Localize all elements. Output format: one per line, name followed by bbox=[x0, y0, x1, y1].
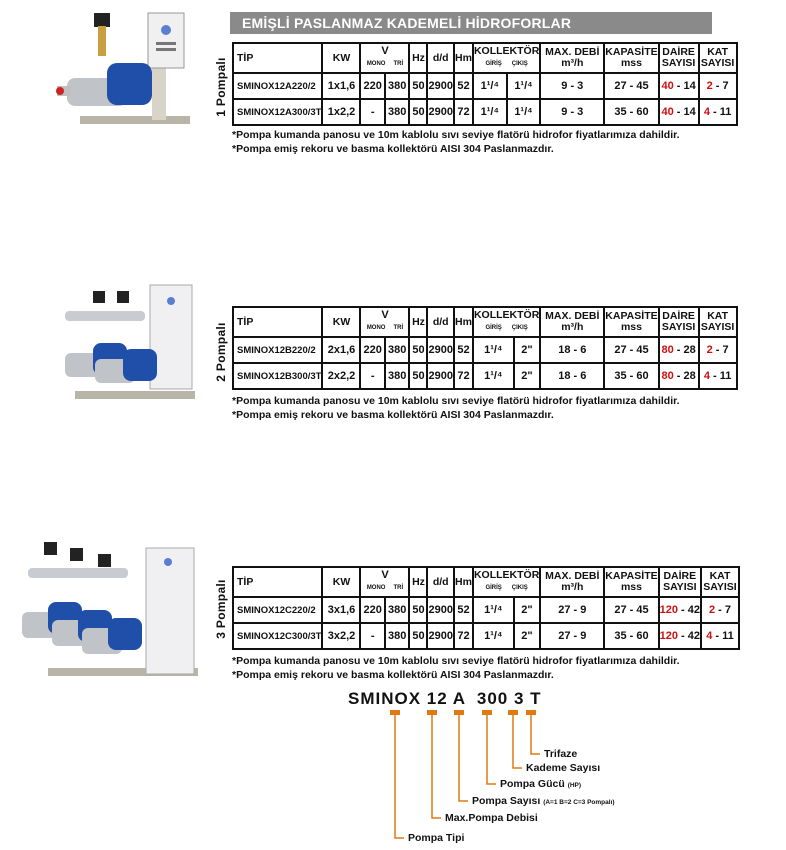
cell-tri: 380 bbox=[385, 99, 410, 125]
section-label-3: 3 Pompalı bbox=[214, 579, 228, 639]
cell-kat-min: 2 bbox=[706, 344, 713, 356]
note-material: *Pompa emiş rekoru ve basma kollektörü AISI 304 Paslanmazdır. bbox=[232, 669, 554, 681]
col-tip-text: TİP bbox=[237, 51, 254, 64]
cell-hm: 72 bbox=[454, 623, 473, 649]
cell-dd: 2900 bbox=[427, 363, 453, 389]
col-debi-unit: m³/h bbox=[561, 321, 584, 333]
cell-kat-max: - 7 bbox=[712, 80, 729, 92]
col-debi-text: MAX. DEBİ bbox=[545, 46, 600, 58]
cell-debi: 9 - 3 bbox=[540, 73, 604, 99]
note-material: *Pompa emiş rekoru ve basma kollektörü AISI 304 Paslanmazdır. bbox=[232, 409, 554, 421]
col-dd-text: d/d bbox=[432, 51, 449, 64]
cell-hz: 50 bbox=[409, 597, 427, 623]
col-mono-text: MONO bbox=[366, 325, 386, 331]
cell-mono: - bbox=[360, 363, 385, 389]
cell-hz: 50 bbox=[409, 337, 427, 363]
col-kollektor-text: KOLLEKTÖR bbox=[473, 569, 540, 581]
col-mono-text: MONO bbox=[366, 585, 386, 591]
col-kapasite-unit: mss bbox=[620, 321, 642, 333]
col-kapasite-unit: mss bbox=[620, 581, 642, 593]
cell-cikis: 2" bbox=[514, 623, 541, 649]
legend-sayisi bbox=[472, 795, 615, 807]
col-daire-text2: SAYISI bbox=[661, 57, 696, 69]
section-label-2: 2 Pompalı bbox=[214, 322, 228, 382]
section-label-1: 1 Pompalı bbox=[214, 57, 228, 117]
legend-guc-label: Pompa Gücü bbox=[500, 778, 565, 790]
col-kollektor-text: KOLLEKTÖR bbox=[473, 309, 540, 321]
cell-hm: 72 bbox=[454, 363, 473, 389]
cell-mono: 220 bbox=[360, 73, 385, 99]
cell-kapasite: 35 - 60 bbox=[604, 99, 658, 125]
cell-mono: 220 bbox=[360, 337, 385, 363]
cell-debi: 18 - 6 bbox=[540, 337, 604, 363]
legend-sayisi-label: Pompa Sayısı bbox=[472, 795, 541, 807]
col-kw-text: KW bbox=[332, 575, 351, 588]
col-tip-text: TİP bbox=[237, 315, 254, 328]
col-kapasite-text: KAPASİTE bbox=[605, 46, 658, 58]
cell-kw: 2x2,2 bbox=[322, 363, 360, 389]
col-dd-text: d/d bbox=[432, 575, 449, 588]
col-kat-text2: SAYISI bbox=[700, 321, 735, 333]
cell-cikis: 2" bbox=[514, 337, 541, 363]
col-kapasite-unit: mss bbox=[620, 57, 642, 69]
cell-cikis: 2" bbox=[514, 363, 541, 389]
cell-kat-max: - 11 bbox=[709, 106, 732, 118]
cell-debi: 27 - 9 bbox=[540, 597, 604, 623]
cell-kat-min: 4 bbox=[703, 106, 710, 118]
cell-tri: 380 bbox=[385, 363, 410, 389]
col-daire-text: DAİRE bbox=[662, 310, 695, 322]
cell-giris: 1¹/⁴ bbox=[473, 99, 507, 125]
legend-sayisi-note: (A=1 B=2 C=3 Pompalı) bbox=[543, 799, 615, 806]
cell-kat-max: - 7 bbox=[712, 344, 729, 356]
cell-tip: SMINOX12B300/3T bbox=[233, 363, 322, 389]
cell-daire-min: 120 bbox=[659, 630, 678, 642]
col-tip-text: TİP bbox=[237, 575, 254, 588]
cell-kw: 3x2,2 bbox=[322, 623, 360, 649]
cell-tri: 380 bbox=[385, 597, 410, 623]
col-hz-text: Hz bbox=[412, 575, 425, 588]
col-debi-text: MAX. DEBİ bbox=[545, 310, 600, 322]
cell-hz: 50 bbox=[409, 363, 427, 389]
note-panel: *Pompa kumanda panosu ve 10m kablolu sıvı seviye flatörü hidrofor fiyatlarımıza dahildir. bbox=[232, 395, 680, 407]
cell-debi: 18 - 6 bbox=[540, 363, 604, 389]
cell-giris: 1¹/⁴ bbox=[473, 73, 507, 99]
col-debi-unit: m³/h bbox=[561, 581, 584, 593]
note-material: *Pompa emiş rekoru ve basma kollektörü AISI 304 Paslanmazdır. bbox=[232, 143, 554, 155]
cell-mono: 220 bbox=[360, 597, 385, 623]
cell-hz: 50 bbox=[409, 99, 427, 125]
col-tri-text: TRİ bbox=[393, 61, 404, 67]
cell-mono: - bbox=[360, 623, 385, 649]
cell-tri: 380 bbox=[385, 623, 410, 649]
cell-hz: 50 bbox=[409, 73, 427, 99]
model-code: SMINOX 12 A 300 3 T bbox=[348, 689, 542, 708]
cell-kapasite: 27 - 45 bbox=[604, 73, 658, 99]
cell-tip: SMINOX12C220/2 bbox=[233, 597, 322, 623]
col-daire-text2: SAYISI bbox=[661, 321, 696, 333]
legend-kademe: Kademe Sayısı bbox=[526, 762, 601, 774]
note-panel: *Pompa kumanda panosu ve 10m kablolu sıvı seviye flatörü hidrofor fiyatlarımıza dahildir. bbox=[232, 655, 680, 667]
cell-daire-min: 120 bbox=[659, 604, 678, 616]
cell-kapasite: 27 - 45 bbox=[604, 337, 658, 363]
col-cikis-text: ÇIKIŞ bbox=[511, 325, 528, 331]
cell-kat-min: 2 bbox=[706, 80, 713, 92]
cell-tip: SMINOX12A220/2 bbox=[233, 73, 322, 99]
cell-mono: - bbox=[360, 99, 385, 125]
cell-tip: SMINOX12A300/3T bbox=[233, 99, 322, 125]
col-debi-unit: m³/h bbox=[561, 57, 584, 69]
col-tri-text: TRİ bbox=[393, 325, 404, 331]
cell-cikis: 1¹/⁴ bbox=[507, 73, 541, 99]
cell-kat-max: - 11 bbox=[709, 370, 732, 382]
cell-debi: 9 - 3 bbox=[540, 99, 604, 125]
cell-daire-max: - 28 bbox=[673, 344, 696, 356]
col-kollektor-text: KOLLEKTÖR bbox=[473, 45, 540, 57]
legend-guc bbox=[500, 778, 581, 790]
col-mono-text: MONO bbox=[366, 61, 386, 67]
cell-giris: 1¹/⁴ bbox=[473, 363, 514, 389]
cell-kat-min: 2 bbox=[708, 604, 716, 616]
col-tri-text: TRİ bbox=[393, 585, 404, 591]
page-title: EMİŞLİ PASLANMAZ KADEMELİ HİDROFORLAR bbox=[230, 12, 712, 34]
cell-kw: 1x2,2 bbox=[322, 99, 360, 125]
cell-hm: 72 bbox=[454, 99, 473, 125]
col-kapasite-text: KAPASİTE bbox=[605, 310, 658, 322]
cell-hz: 50 bbox=[409, 623, 427, 649]
col-daire-text: DAİRE bbox=[663, 570, 697, 582]
cell-daire-max: - 42 bbox=[677, 630, 700, 642]
cell-kat-max: - 11 bbox=[712, 630, 734, 642]
cell-giris: 1¹/⁴ bbox=[473, 597, 514, 623]
legend-tipi: Pompa Tipi bbox=[408, 832, 465, 844]
col-hm-text: Hm bbox=[455, 51, 472, 64]
cell-daire-max: - 42 bbox=[677, 604, 700, 616]
cell-giris: 1¹/⁴ bbox=[473, 623, 514, 649]
col-giris-text: GİRİŞ bbox=[485, 325, 502, 331]
note-panel: *Pompa kumanda panosu ve 10m kablolu sıvı seviye flatörü hidrofor fiyatlarımıza dahildir. bbox=[232, 129, 680, 141]
cell-daire-min: 80 bbox=[661, 370, 674, 382]
col-kapasite-text: KAPASİTE bbox=[605, 570, 658, 582]
col-kat-text2: SAYISI bbox=[703, 581, 737, 593]
cell-dd: 2900 bbox=[427, 337, 453, 363]
cell-tip: SMINOX12C300/3T bbox=[233, 623, 322, 649]
cell-kat-max: - 7 bbox=[715, 604, 731, 616]
cell-hm: 52 bbox=[454, 73, 473, 99]
col-hz-text: Hz bbox=[412, 315, 425, 328]
col-cikis-text: ÇIKIŞ bbox=[511, 585, 528, 591]
legend-debi: Max.Pompa Debisi bbox=[445, 812, 538, 824]
col-kat-text: KAT bbox=[707, 46, 729, 58]
cell-tri: 380 bbox=[385, 337, 410, 363]
cell-kapasite: 35 - 60 bbox=[604, 363, 658, 389]
cell-kat-min: 4 bbox=[706, 630, 713, 642]
cell-daire-min: 80 bbox=[661, 344, 674, 356]
col-debi-text: MAX. DEBİ bbox=[545, 570, 600, 582]
cell-dd: 2900 bbox=[427, 99, 453, 125]
cell-daire-max: - 28 bbox=[673, 370, 696, 382]
cell-debi: 27 - 9 bbox=[540, 623, 604, 649]
cell-cikis: 2" bbox=[514, 597, 541, 623]
col-cikis-text: ÇIKIŞ bbox=[511, 61, 528, 67]
cell-daire-min: 40 bbox=[661, 80, 674, 92]
cell-kw: 2x1,6 bbox=[322, 337, 360, 363]
cell-tip: SMINOX12B220/2 bbox=[233, 337, 322, 363]
col-kw-text: KW bbox=[332, 315, 351, 328]
cell-dd: 2900 bbox=[427, 623, 453, 649]
col-v-text: V bbox=[381, 45, 389, 57]
col-hz-text: Hz bbox=[412, 51, 425, 64]
cell-daire-max: - 14 bbox=[673, 80, 696, 92]
col-daire-text2: SAYISI bbox=[663, 581, 697, 593]
col-hm-text: Hm bbox=[455, 575, 472, 588]
col-hm-text: Hm bbox=[455, 315, 472, 328]
cell-kw: 1x1,6 bbox=[322, 73, 360, 99]
cell-cikis: 1¹/⁴ bbox=[507, 99, 541, 125]
cell-kapasite: 35 - 60 bbox=[604, 623, 658, 649]
cell-daire-min: 40 bbox=[661, 106, 674, 118]
cell-giris: 1¹/⁴ bbox=[473, 337, 514, 363]
col-giris-text: GİRİŞ bbox=[485, 585, 502, 591]
cell-kapasite: 27 - 45 bbox=[604, 597, 658, 623]
col-giris-text: GİRİŞ bbox=[485, 61, 502, 67]
col-daire-text: DAİRE bbox=[662, 46, 695, 58]
col-dd-text: d/d bbox=[432, 315, 449, 328]
cell-dd: 2900 bbox=[427, 73, 453, 99]
col-kat-text2: SAYISI bbox=[700, 57, 735, 69]
col-kat-text: KAT bbox=[707, 310, 729, 322]
cell-dd: 2900 bbox=[427, 597, 453, 623]
cell-tri: 380 bbox=[385, 73, 410, 99]
cell-daire-max: - 14 bbox=[673, 106, 696, 118]
cell-kw: 3x1,6 bbox=[322, 597, 360, 623]
cell-hm: 52 bbox=[454, 337, 473, 363]
col-v-text: V bbox=[381, 309, 389, 321]
cell-hm: 52 bbox=[454, 597, 473, 623]
cell-kat-min: 4 bbox=[703, 370, 710, 382]
legend-trifaze: Trifaze bbox=[544, 748, 578, 760]
col-kw-text: KW bbox=[332, 51, 351, 64]
legend-guc-unit: (HP) bbox=[567, 782, 582, 789]
col-v-text: V bbox=[381, 569, 389, 581]
col-kat-text: KAT bbox=[709, 570, 731, 582]
